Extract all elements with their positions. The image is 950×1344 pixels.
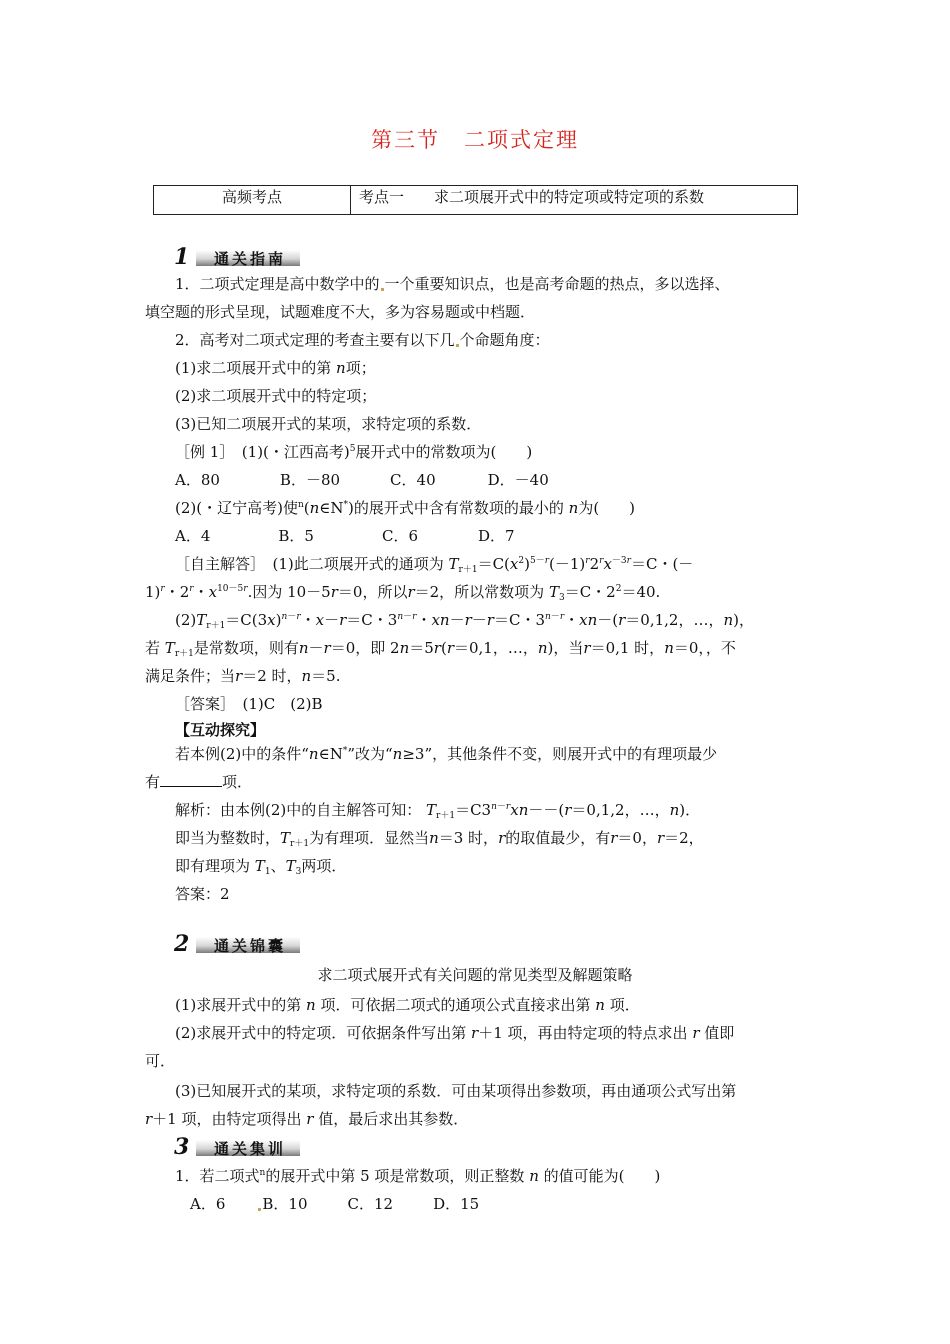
topic-label: 高频考点	[154, 186, 351, 215]
kit-item-2: (2)求展开式中的特定项．可依据条件写出第 r＋1 项，再由特定项的特点求出 r 值即	[175, 1024, 735, 1042]
kit-item-1: (1)求展开式中的第 n 项．可依据二项式的通项公式直接求出第 n 项．	[175, 996, 640, 1014]
extension-line1: 若本例(2)中的条件“n∈N*”改为“n≥3”，其他条件不变，则展开式中的有理项最少	[175, 745, 718, 763]
solution-line1: ［自主解答］ (1)此二项展开式的通项为 $T_{r+1}=C(x^2)^{5-r}(-1)^r2^rx^{-3r}=C$・(－	[175, 555, 694, 575]
analysis-answer: 答案：2	[175, 885, 230, 903]
extension-line2: 有 项．	[145, 773, 253, 791]
topic-table	[153, 185, 798, 215]
guide-p1-line2: 填空题的形式呈现，试题难度不大，多为容易题或中档题．	[145, 303, 536, 321]
example-2-options: A．4 B．5 C．6 D．7	[175, 527, 515, 545]
extension-heading: 【互动探究】	[175, 721, 266, 739]
analysis-line3: 即有理项为 $T_1$、$T_3$两项．	[175, 857, 347, 877]
banner-train: 3 通关集训	[174, 1138, 302, 1158]
answer-blank[interactable]	[160, 772, 222, 787]
train-question-1: 1．若二项式$^n$的展开式中第 5 项是常数项，则正整数 n 的值可能为( )	[175, 1167, 661, 1185]
kit-item-2-cont: 可．	[145, 1052, 176, 1070]
topic-value: 考点一 求二项展开式中的特定项或特定项的系数	[351, 186, 798, 215]
guide-item-3: (3)已知二项展开式的某项，求特定项的系数．	[175, 415, 482, 433]
answer: ［答案］ (1)C (2)B	[175, 695, 323, 713]
kit-heading: 求二项式展开式有关问题的常见类型及解题策略	[317, 966, 633, 984]
kit-item-3-cont: r＋1 项，由特定项得出 r 值，最后求出其参数．	[145, 1110, 469, 1128]
train-question-1-options: A．6 B．10 C．12 D．15	[190, 1195, 480, 1213]
solution-line5: 满足条件；当r＝2 时，n＝5.	[145, 667, 341, 685]
banner-guide: 1 通关指南	[174, 248, 302, 268]
page-title: 第三节 二项式定理	[371, 128, 579, 152]
example-1-q2: (2)(・辽宁高考)使$^n$(n∈N*)的展开式中含有常数项的最小的 n为( )	[175, 499, 636, 517]
example-1-q1: ［例 1］ (1)(・江西高考)$^5$展开式中的常数项为( )	[175, 443, 533, 461]
kit-item-3: (3)已知展开式的某项，求特定项的系数．可由某项得出参数项，再由通项公式写出第	[175, 1082, 737, 1100]
guide-item-1: (1)求二项展开式中的第 n项；	[175, 359, 376, 377]
analysis-line2: 即当为整数时，$T_{r+1}$为有理项．显然当n＝3 时，r的取值最少，有r＝0，r＝2，	[175, 829, 704, 849]
banner-kit: 2 通关锦囊	[174, 935, 302, 955]
solution-line4: 若 $T_{r+1}$是常数项，则有n－r＝0，即 2n＝5r(r＝0,1，…，n)，当r＝0,1 时，n＝0，，不	[145, 639, 736, 659]
solution-line2: 1)$^r$・2$^r$・$x^{10-5r}$.因为 10－5r＝0，所以r＝2，所以常数项为 $T_3=C$・$2^2=40$.	[145, 583, 661, 603]
guide-item-2: (2)求二项展开式中的特定项；	[175, 387, 377, 405]
analysis-line1: 解析：由本例(2)中的自主解答可知： $T_{r+1}=C3^{n-r}xn--(r=0,1,2$，…，n)．	[175, 801, 701, 821]
guide-p2: 2．高考对二项式定理的考查主要有以下几 个命题角度：	[175, 331, 550, 349]
example-1-options: A．80 B．－80 C．40 D．－40	[175, 471, 549, 489]
solution-line3: $(2)T_{r+1}=C(3x)^{n-r}$・x－r＝C・$3^{n-r}$・xn－r－r＝C・$3^{n-r}$・xn－(r＝0,1,2，…，n)，	[175, 611, 754, 631]
guide-p1-line1: 1．二项式定理是高中数学中的 一个重要知识点，也是高考命题的热点，多以选择、	[175, 275, 730, 293]
